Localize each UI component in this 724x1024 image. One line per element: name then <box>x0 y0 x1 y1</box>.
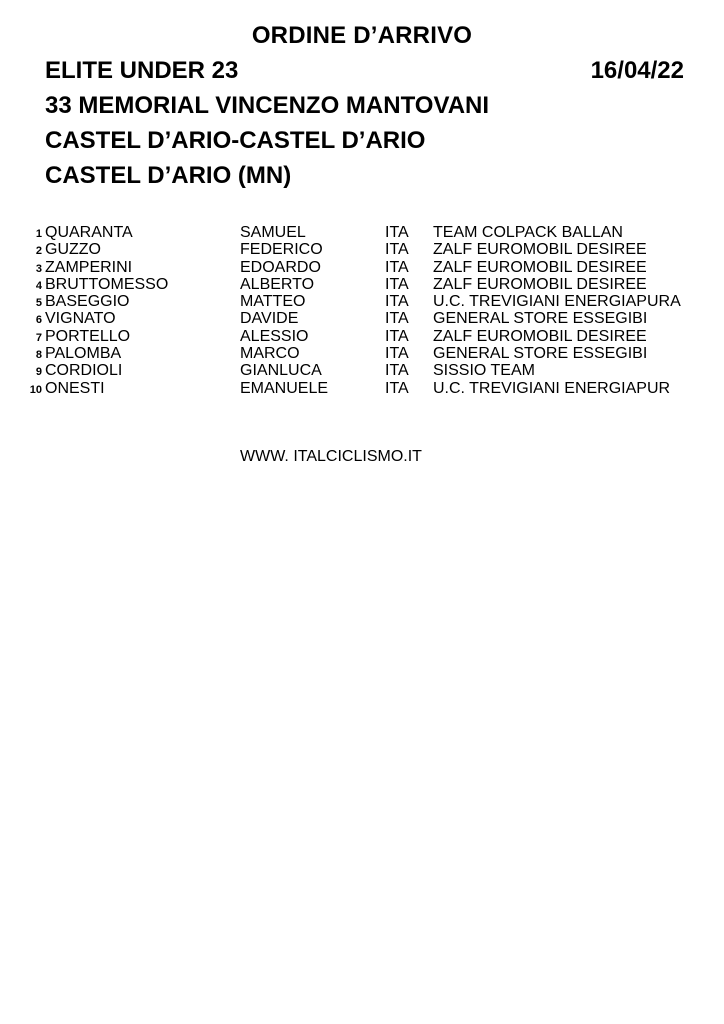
page-title-text: ORDINE D’ARRIVO <box>251 22 473 49</box>
table-row <box>0 345 724 362</box>
position-number: 1 <box>35 228 42 240</box>
rider-team: ZALF EUROMOBIL DESIREE <box>433 258 647 276</box>
position-number: 2 <box>35 245 42 258</box>
rider-team: GENERAL STORE ESSEGIBI <box>433 345 648 363</box>
rider-firstname: ALESSIO <box>240 327 309 345</box>
table-row <box>0 224 724 241</box>
rider-surname: GUZZO <box>45 241 101 259</box>
table-row <box>0 259 724 276</box>
rider-surname: CORDIOLI <box>45 362 123 380</box>
position-number: 3 <box>35 262 42 275</box>
rider-surname: BASEGGIO <box>45 293 130 311</box>
rider-nation: ITA <box>385 345 409 363</box>
rider-team: SISSIO TEAM <box>433 362 535 380</box>
rider-team: GENERAL STORE ESSEGIBI <box>433 310 648 328</box>
table-row <box>0 362 724 379</box>
rider-team: U.C. TREVIGIANI ENERGIAPUR <box>433 379 671 397</box>
position-number: 7 <box>35 331 42 344</box>
rider-team: ZALF EUROMOBIL DESIREE <box>433 327 647 345</box>
rider-nation: ITA <box>385 310 409 328</box>
rider-nation: ITA <box>385 362 409 380</box>
rider-nation: ITA <box>385 224 409 241</box>
rider-team: TEAM COLPACK BALLAN <box>433 224 623 241</box>
race-place: CASTEL D’ARIO (MN) <box>45 162 292 189</box>
rider-nation: ITA <box>385 258 409 276</box>
rider-nation: ITA <box>385 293 409 311</box>
position-number: 8 <box>35 349 42 362</box>
rider-firstname: DAVIDE <box>240 310 299 328</box>
race-category: ELITE UNDER 23 <box>45 57 239 84</box>
race-name: 33 MEMORIAL VINCENZO MANTOVANI <box>45 92 490 119</box>
table-row <box>0 328 724 345</box>
rider-team: U.C. TREVIGIANI ENERGIAPURA <box>433 293 681 311</box>
results-table <box>0 224 724 397</box>
position-number: 10 <box>29 383 42 396</box>
rider-firstname: EMANUELE <box>240 379 329 397</box>
rider-surname: QUARANTA <box>45 224 133 241</box>
rider-team: ZALF EUROMOBIL DESIREE <box>433 275 647 293</box>
position-number: 5 <box>35 297 42 310</box>
position-number: 6 <box>35 314 42 327</box>
rider-firstname: MATTEO <box>240 293 306 311</box>
rider-nation: ITA <box>385 327 409 345</box>
rider-surname: PORTELLO <box>45 327 131 345</box>
rider-firstname: ALBERTO <box>240 275 315 293</box>
table-row <box>0 241 724 258</box>
position-number: 9 <box>35 366 42 379</box>
website-credit: WWW. ITALCICLISMO.IT <box>240 448 422 465</box>
rider-firstname: SAMUEL <box>240 224 306 241</box>
page-title <box>0 22 724 50</box>
rider-nation: ITA <box>385 241 409 259</box>
rider-surname: ONESTI <box>45 379 105 397</box>
rider-firstname: MARCO <box>240 345 300 363</box>
rider-surname: ZAMPERINI <box>45 258 133 276</box>
rider-firstname: FEDERICO <box>240 241 323 259</box>
table-row <box>0 380 724 397</box>
race-date: 16/04/22 <box>590 57 684 84</box>
position-number: 4 <box>35 279 42 292</box>
rider-surname: VIGNATO <box>45 310 116 328</box>
table-row <box>0 293 724 310</box>
table-row <box>0 276 724 293</box>
rider-surname: BRUTTOMESSO <box>45 275 169 293</box>
rider-surname: PALOMBA <box>45 345 122 363</box>
race-route: CASTEL D’ARIO-CASTEL D’ARIO <box>45 127 426 154</box>
rider-firstname: GIANLUCA <box>240 362 322 380</box>
table-row <box>0 310 724 327</box>
rider-firstname: EDOARDO <box>240 258 321 276</box>
rider-nation: ITA <box>385 379 409 397</box>
rider-team: ZALF EUROMOBIL DESIREE <box>433 241 647 259</box>
rider-nation: ITA <box>385 275 409 293</box>
